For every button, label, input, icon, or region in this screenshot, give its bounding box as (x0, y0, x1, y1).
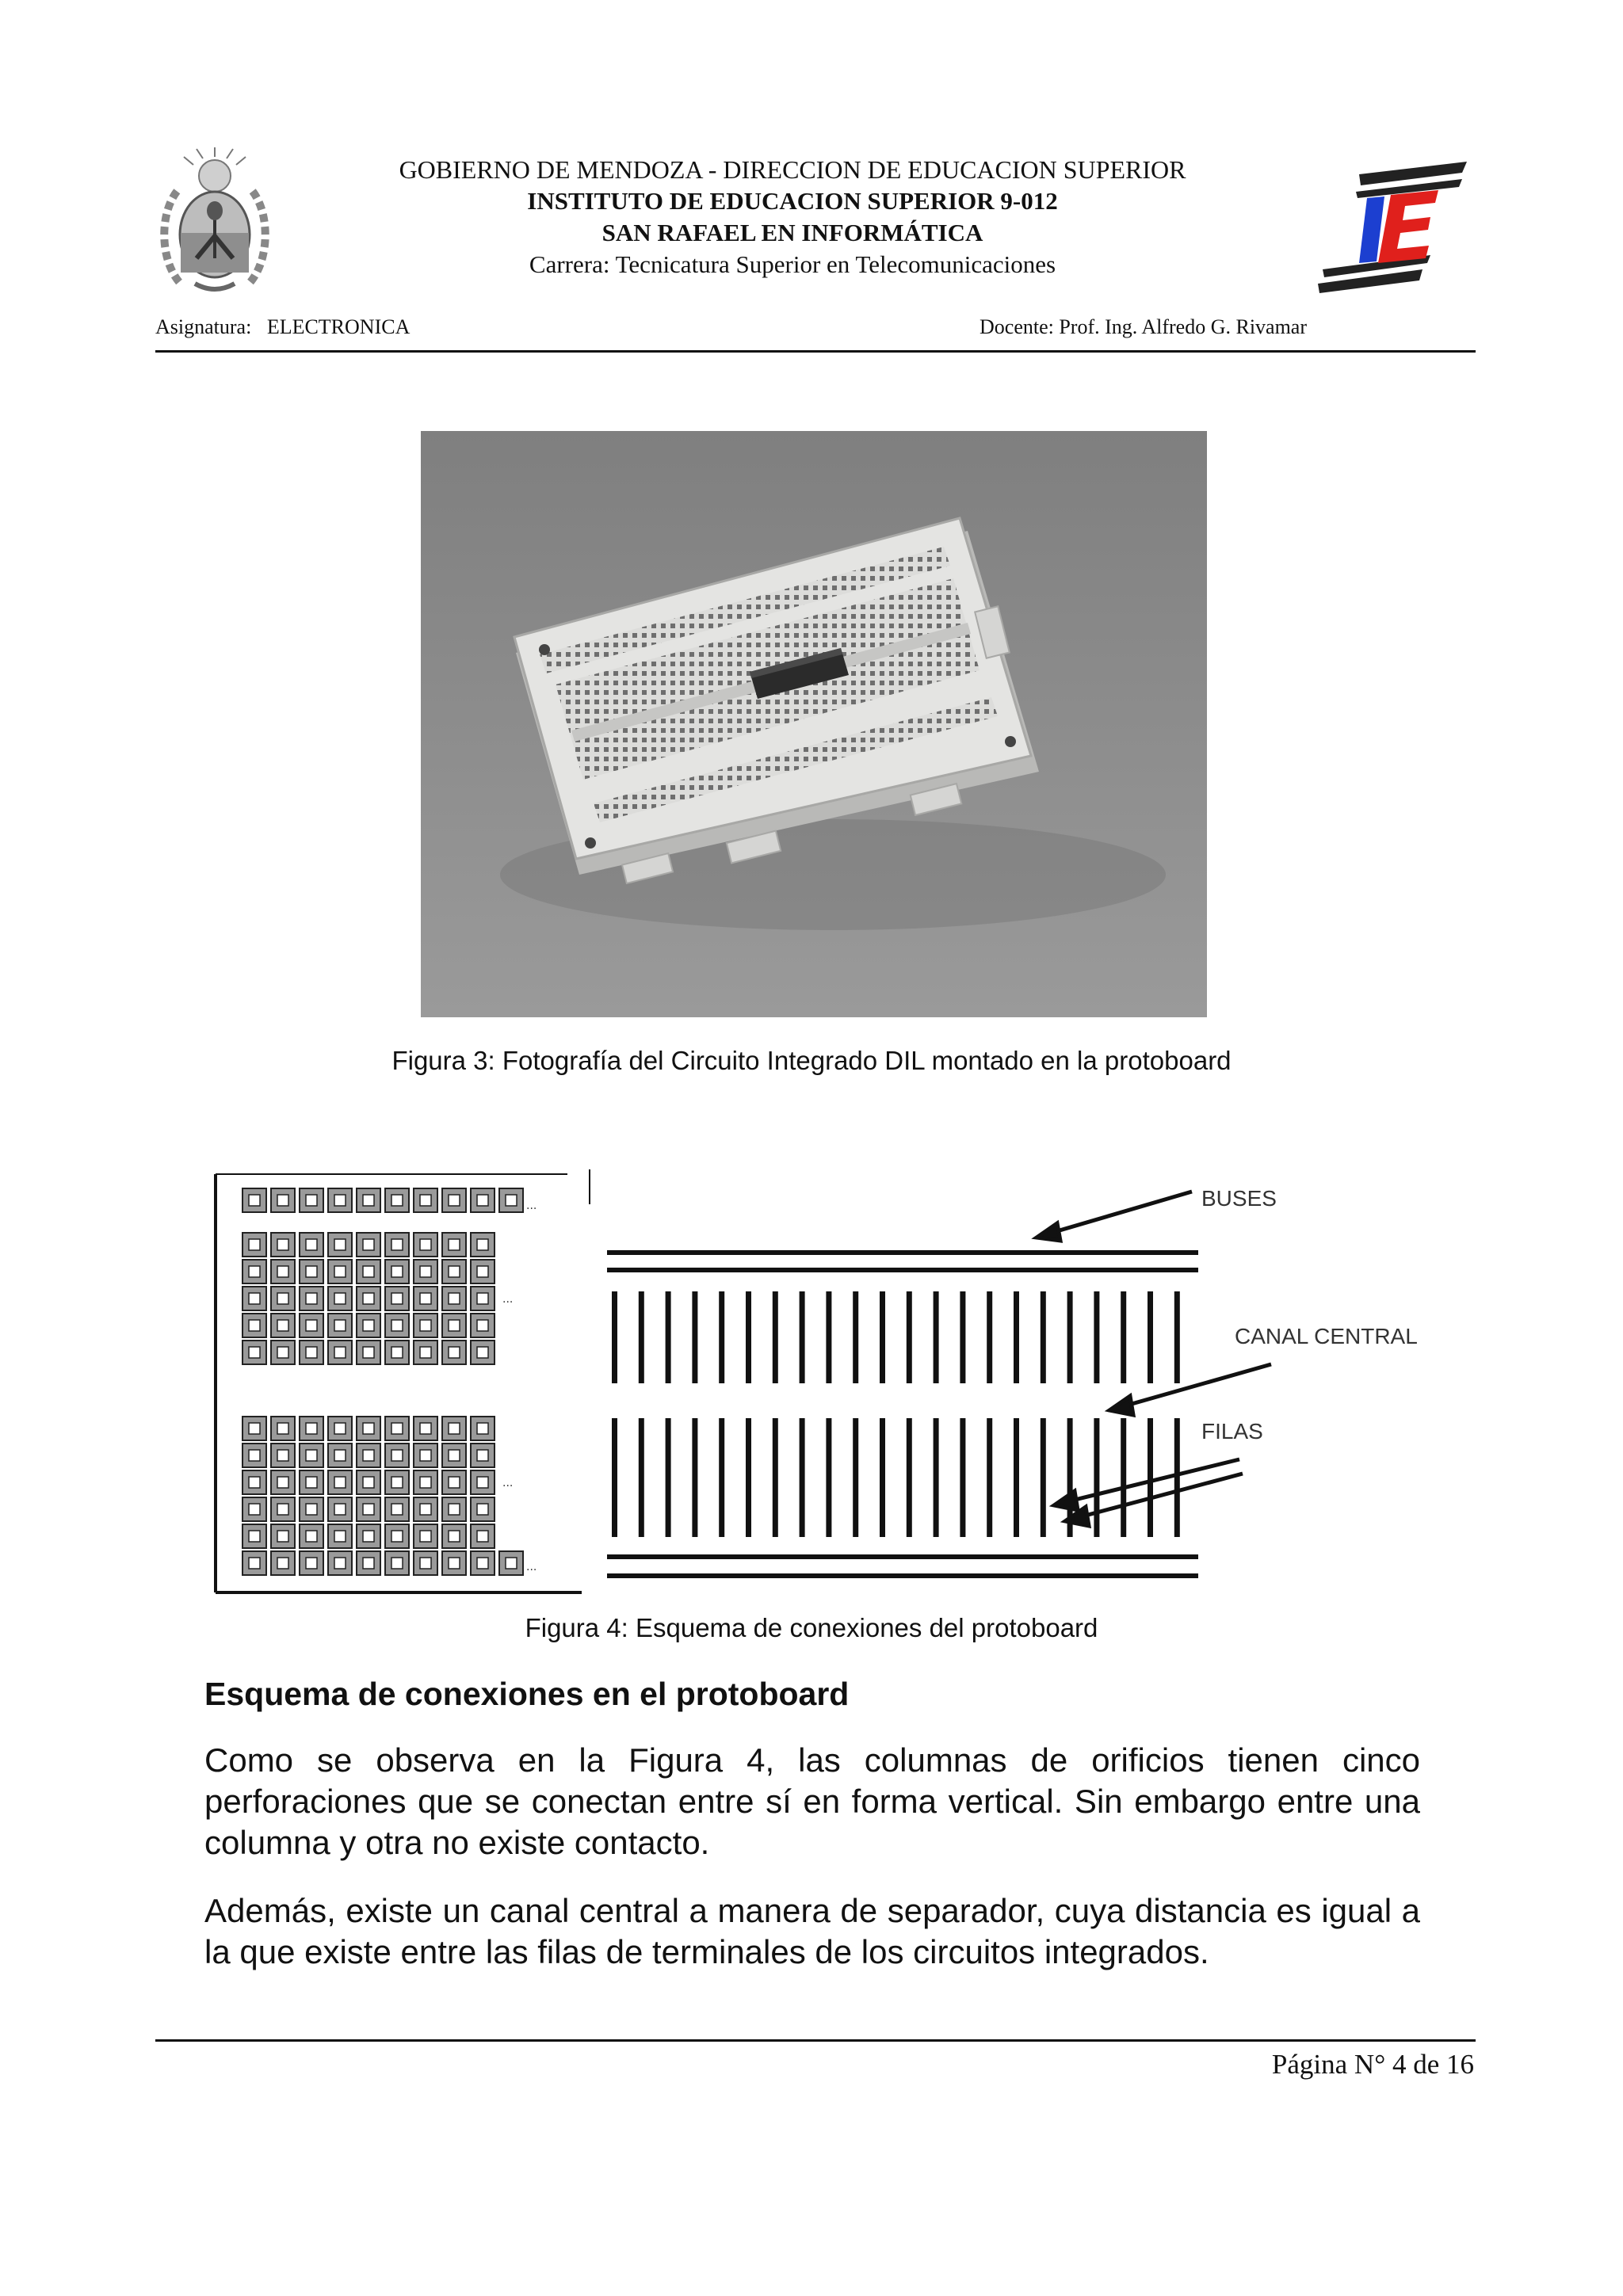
row-bar-upper (773, 1291, 778, 1383)
subject-line (155, 315, 410, 339)
upper-hole-hole (363, 1293, 374, 1304)
lower-hole-hole (306, 1531, 317, 1542)
row-bar-upper (960, 1291, 965, 1383)
row-bar-upper (666, 1291, 671, 1383)
row-bar-lower (934, 1418, 939, 1537)
row-bar-upper (639, 1291, 644, 1383)
bus-hole-top-hole (334, 1195, 346, 1206)
lower-hole-hole (306, 1450, 317, 1461)
upper-hole-hole (277, 1293, 288, 1304)
upper-hole-hole (477, 1347, 488, 1358)
lower-hole-hole (391, 1450, 403, 1461)
row-bar-lower (1041, 1418, 1046, 1537)
hole-grid (242, 1188, 523, 1575)
upper-hole-hole (391, 1239, 403, 1250)
header-location: SAN RAFAEL EN INFORMÁTICA (601, 219, 983, 246)
header-government: GOBIERNO DE MENDOZA - DIRECCION DE EDUCACION SUPERIOR (399, 155, 1186, 184)
row-bar-upper (1121, 1291, 1126, 1383)
lower-hole-hole (277, 1450, 288, 1461)
lower-hole-hole (420, 1531, 431, 1542)
bus-hole-bottom-hole (420, 1558, 431, 1569)
upper-hole-hole (306, 1320, 317, 1331)
lower-hole-hole (277, 1531, 288, 1542)
label-channel: CANAL CENTRAL (1235, 1324, 1418, 1348)
lower-hole-hole (477, 1504, 488, 1515)
upper-hole-hole (449, 1293, 460, 1304)
row-bar-lower (1121, 1418, 1126, 1537)
row-bar-lower (639, 1418, 644, 1537)
row-bar-lower (1094, 1418, 1099, 1537)
row-bar-lower (1174, 1418, 1180, 1537)
upper-hole-hole (477, 1239, 488, 1250)
row-bar-lower (1014, 1418, 1019, 1537)
subject-label: Asignatura: (155, 315, 252, 338)
ellipsis-bottom-bus: ... (526, 1561, 537, 1573)
lower-hole-hole (449, 1450, 460, 1461)
buses-arrowhead (1037, 1223, 1060, 1241)
bus-line-bottom-2 (607, 1573, 1198, 1578)
lower-hole-hole (391, 1477, 403, 1488)
lower-hole-hole (363, 1423, 374, 1434)
lower-hole-hole (477, 1477, 488, 1488)
lower-hole-hole (306, 1423, 317, 1434)
lower-hole-hole (391, 1504, 403, 1515)
upper-hole-hole (420, 1347, 431, 1358)
lower-hole-hole (249, 1450, 260, 1461)
upper-hole-hole (420, 1293, 431, 1304)
ellipsis-marks (502, 1199, 537, 1573)
lower-hole-hole (306, 1477, 317, 1488)
upper-hole-hole (391, 1347, 403, 1358)
bus-hole-bottom-hole (449, 1558, 460, 1569)
upper-hole-hole (420, 1320, 431, 1331)
lower-hole-hole (277, 1423, 288, 1434)
upper-hole-hole (363, 1266, 374, 1277)
ellipsis-upper-block: ... (502, 1293, 514, 1306)
lower-hole-hole (306, 1504, 317, 1515)
lower-hole-hole (334, 1450, 346, 1461)
label-rows: FILAS (1201, 1419, 1263, 1444)
header-divider (155, 350, 1476, 353)
row-bar-upper (692, 1291, 697, 1383)
bus-hole-top-hole (363, 1195, 374, 1206)
upper-hole-hole (306, 1239, 317, 1250)
lower-hole-hole (249, 1531, 260, 1542)
lower-hole-hole (363, 1450, 374, 1461)
bus-line-top-1 (607, 1250, 1198, 1255)
protoboard-photo-icon (421, 431, 1207, 1017)
header-institute: INSTITUTO DE EDUCACION SUPERIOR 9-012 (527, 187, 1058, 215)
bus-hole-bottom-hole (506, 1558, 517, 1569)
lower-hole-hole (391, 1423, 403, 1434)
bus-hole-top-hole (449, 1195, 460, 1206)
lower-hole-hole (277, 1477, 288, 1488)
channel-arrow (1121, 1364, 1271, 1407)
lower-hole-hole (420, 1504, 431, 1515)
upper-hole-hole (391, 1293, 403, 1304)
footer-divider (155, 2039, 1476, 2042)
row-bar-upper (1148, 1291, 1153, 1383)
row-bar-upper (987, 1291, 992, 1383)
ellipsis-lower-block: ... (502, 1477, 514, 1489)
row-bar-lower (746, 1418, 751, 1537)
upper-hole-hole (334, 1320, 346, 1331)
row-bar-lower (666, 1418, 671, 1537)
ellipsis-top-bus: ... (526, 1199, 537, 1212)
label-buses: BUSES (1201, 1186, 1277, 1211)
row-bar-upper (746, 1291, 751, 1383)
lower-hole-hole (334, 1504, 346, 1515)
row-bar-upper (1174, 1291, 1180, 1383)
upper-hole-hole (334, 1347, 346, 1358)
bus-hole-top-hole (277, 1195, 288, 1206)
upper-hole-hole (306, 1293, 317, 1304)
bus-hole-top-hole (420, 1195, 431, 1206)
row-bar-upper (612, 1291, 617, 1383)
paragraph-2: Además, existe un canal central a manera de separador, cuya distancia es igual a la que existe entre las filas de terminales de los circuitos integrados. (204, 1892, 1420, 1970)
upper-hole-hole (249, 1347, 260, 1358)
row-bar-upper (880, 1291, 885, 1383)
row-bar-lower (826, 1418, 831, 1537)
header-career: Carrera: Tecnicatura Superior en Telecomunicaciones (529, 250, 1056, 278)
lower-hole-hole (420, 1450, 431, 1461)
section-heading: Esquema de conexiones en el protoboard (204, 1676, 850, 1712)
protoboard-photo (421, 431, 1207, 1017)
row-bar-upper (934, 1291, 939, 1383)
channel-arrowhead (1109, 1396, 1133, 1415)
lower-hole-hole (363, 1531, 374, 1542)
row-bar-lower (773, 1418, 778, 1537)
upper-hole-hole (249, 1266, 260, 1277)
upper-hole-hole (277, 1239, 288, 1250)
upper-hole-hole (449, 1266, 460, 1277)
bus-hole-bottom-hole (363, 1558, 374, 1569)
lower-hole-hole (449, 1504, 460, 1515)
row-bar-upper (800, 1291, 805, 1383)
row-bar-lower (1148, 1418, 1153, 1537)
row-bar-upper (1067, 1291, 1073, 1383)
lower-hole-hole (334, 1531, 346, 1542)
bus-hole-bottom-hole (477, 1558, 488, 1569)
paragraph-1: Como se observa en la Figura 4, las columnas de orificios tienen cinco perforaciones que se conectan entre sí en forma vertical. Sin embargo entre una columna y otra no existe contacto. (204, 1741, 1420, 1861)
bus-hole-top-hole (306, 1195, 317, 1206)
upper-hole-hole (363, 1347, 374, 1358)
lower-hole-hole (449, 1423, 460, 1434)
bus-hole-top-hole (391, 1195, 403, 1206)
row-bar-lower (692, 1418, 697, 1537)
upper-hole-hole (334, 1293, 346, 1304)
row-bar-lower (719, 1418, 724, 1537)
row-bar-upper (1041, 1291, 1046, 1383)
right-logo (1312, 151, 1470, 298)
figure3-caption: Figura 3: Fotografía del Circuito Integrado DIL montado en la protoboard (391, 1046, 1232, 1075)
bus-hole-bottom-hole (334, 1558, 346, 1569)
figure4-caption: Figura 4: Esquema de conexiones del protoboard (525, 1613, 1098, 1642)
lower-hole-hole (449, 1477, 460, 1488)
upper-hole-hole (277, 1347, 288, 1358)
row-bar-lower (612, 1418, 617, 1537)
upper-hole-hole (477, 1293, 488, 1304)
row-bar-lower (853, 1418, 858, 1537)
bus-hole-top-hole (477, 1195, 488, 1206)
row-bar-upper (826, 1291, 831, 1383)
upper-hole-hole (449, 1239, 460, 1250)
teacher-name: Docente: Prof. Ing. Alfredo G. Rivamar (980, 315, 1308, 338)
lower-hole-hole (249, 1423, 260, 1434)
upper-hole-hole (334, 1266, 346, 1277)
upper-hole-hole (391, 1320, 403, 1331)
buses-arrow (1046, 1192, 1192, 1234)
lower-hole-hole (363, 1477, 374, 1488)
rows-arrowhead-1 (1054, 1491, 1078, 1510)
figure4-diagram (212, 1157, 1419, 1594)
row-bar-upper (907, 1291, 912, 1383)
upper-hole-hole (334, 1239, 346, 1250)
bus-hole-bottom-hole (277, 1558, 288, 1569)
upper-hole-hole (391, 1266, 403, 1277)
upper-hole-hole (306, 1347, 317, 1358)
bus-hole-bottom-hole (391, 1558, 403, 1569)
bus-hole-bottom-hole (249, 1558, 260, 1569)
page-number: Página N° 4 de 16 (1271, 2049, 1474, 2080)
lower-hole-hole (249, 1504, 260, 1515)
upper-hole-hole (420, 1239, 431, 1250)
bus-line-bottom-1 (607, 1554, 1198, 1559)
row-bar-lower (880, 1418, 885, 1537)
row-bar-upper (1094, 1291, 1099, 1383)
institute-ie-logo-icon (1312, 151, 1470, 298)
lower-hole-hole (449, 1531, 460, 1542)
lower-hole-hole (477, 1450, 488, 1461)
upper-hole-hole (363, 1239, 374, 1250)
row-bar-lower (800, 1418, 805, 1537)
lower-hole-hole (420, 1423, 431, 1434)
lower-hole-hole (477, 1531, 488, 1542)
row-bars (612, 1291, 1180, 1537)
subject-value: ELECTRONICA (266, 315, 411, 338)
upper-hole-hole (306, 1266, 317, 1277)
row-bar-lower (907, 1418, 912, 1537)
bus-hole-top-hole (249, 1195, 260, 1206)
lower-hole-hole (334, 1423, 346, 1434)
bus-line-top-2 (607, 1268, 1198, 1272)
upper-hole-hole (477, 1266, 488, 1277)
upper-hole-hole (249, 1293, 260, 1304)
upper-hole-hole (477, 1320, 488, 1331)
upper-hole-hole (449, 1320, 460, 1331)
lower-hole-hole (363, 1504, 374, 1515)
upper-hole-hole (249, 1320, 260, 1331)
lower-hole-hole (334, 1477, 346, 1488)
row-bar-upper (853, 1291, 858, 1383)
upper-hole-hole (277, 1266, 288, 1277)
upper-hole-hole (277, 1320, 288, 1331)
row-bar-upper (1014, 1291, 1019, 1383)
upper-hole-hole (249, 1239, 260, 1250)
row-bar-upper (719, 1291, 724, 1383)
lower-hole-hole (249, 1477, 260, 1488)
upper-hole-hole (449, 1347, 460, 1358)
lower-hole-hole (477, 1423, 488, 1434)
bus-hole-bottom-hole (306, 1558, 317, 1569)
upper-hole-hole (363, 1320, 374, 1331)
lower-hole-hole (391, 1531, 403, 1542)
row-bar-lower (987, 1418, 992, 1537)
upper-hole-hole (420, 1266, 431, 1277)
argentine-coat-of-arms-icon (155, 147, 274, 298)
lower-hole-hole (277, 1504, 288, 1515)
row-bar-lower (960, 1418, 965, 1537)
lower-hole-hole (420, 1477, 431, 1488)
bus-hole-top-hole (506, 1195, 517, 1206)
left-logo (155, 147, 274, 298)
